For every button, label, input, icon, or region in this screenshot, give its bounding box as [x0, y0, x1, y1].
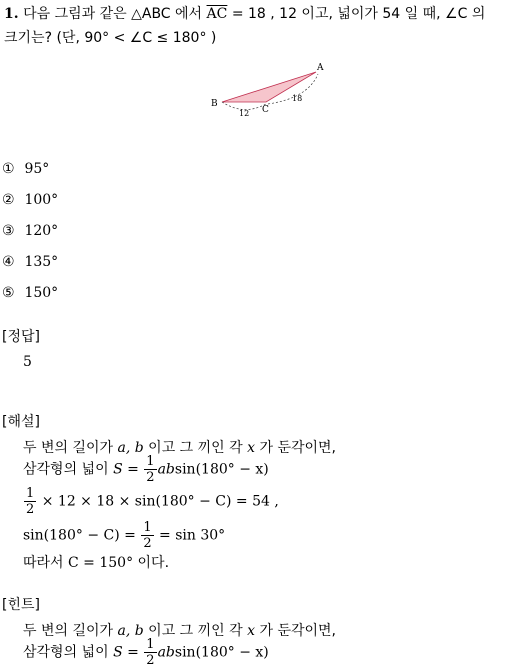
explanation-var-ab: a, b [117, 440, 144, 456]
triangle-diagram [206, 58, 328, 122]
hint-half-fraction [144, 638, 156, 667]
vertex-b-label: B [211, 99, 218, 109]
explanation-half-fraction [144, 455, 156, 484]
choice-1-value: 95° [24, 161, 50, 177]
explanation-line2-text: 삼각형의 넓이 [23, 461, 109, 478]
side-bc-label: 12 [239, 109, 250, 118]
segment-ac: $\overline{AC}$ [206, 6, 228, 22]
choice-1-marker: ① [2, 161, 15, 177]
fraction-numerator: 1 [146, 637, 155, 652]
explanation-line3 [23, 487, 279, 516]
hint-heading: [힌트] [2, 597, 40, 613]
fraction-numerator: 1 [26, 486, 35, 501]
hint-line1-text-b: 이고 그 끼인 각 [148, 623, 243, 639]
explanation-line1-text-b: 이고 그 끼인 각 [148, 440, 243, 456]
hint-line1 [23, 620, 336, 640]
explanation-line1 [23, 437, 336, 457]
choice-5[interactable] [2, 285, 58, 301]
hint-var-ab: a, b [117, 623, 144, 639]
hint-line2 [23, 638, 269, 667]
fraction-numerator: 1 [146, 454, 155, 469]
explanation-sine-term: sin(180° − x) [174, 461, 269, 478]
problem-stem-line1 [4, 3, 485, 23]
explanation-heading: [해설] [2, 414, 40, 430]
explanation-line3-equation: × 12 × 18 × sin(180° − C) = 54 , [41, 493, 279, 510]
stem-text-b: = 18 , 12 이고, 넓이가 54 일 때, ∠C 의 [231, 6, 486, 22]
hint-line2-text: 삼각형의 넓이 [23, 644, 109, 661]
explanation-line5: 따라서 C = 150° 이다. [23, 555, 170, 571]
choice-3-marker: ③ [2, 223, 15, 239]
choice-2-marker: ② [2, 192, 15, 208]
explanation-line4-fraction [141, 521, 153, 550]
explanation-area-s: S = [113, 461, 139, 478]
hint-line1-text-a: 두 변의 길이가 [23, 623, 114, 639]
hint-sine-term: sin(180° − x) [174, 644, 269, 661]
choice-2[interactable] [2, 192, 58, 208]
choice-2-value: 100° [24, 192, 59, 208]
explanation-line4-rhs: = sin 30° [159, 527, 226, 544]
explanation-line4-lhs: sin(180° − C) = [23, 527, 136, 544]
hint-var-x: x [247, 623, 256, 639]
choice-4-value: 135° [24, 254, 59, 270]
hint-area-s: S = [113, 644, 139, 661]
explanation-line1-text-a: 두 변의 길이가 [23, 440, 114, 456]
fraction-numerator: 1 [143, 520, 152, 535]
fraction-denominator: 2 [26, 502, 35, 517]
problem-number: 1. [4, 6, 19, 22]
vertex-a-label: A [317, 63, 324, 73]
hint-ab: ab [157, 644, 175, 661]
choice-3[interactable] [2, 223, 58, 239]
vertex-c-label: C [262, 105, 269, 115]
explanation-ab: ab [157, 461, 175, 478]
choice-3-value: 120° [24, 223, 59, 239]
stem-text-a: 다음 그림과 같은 △ABC 에서 [23, 6, 203, 22]
fraction-denominator: 2 [146, 653, 155, 668]
side-ca-label: 18 [292, 94, 303, 103]
hint-line1-text-c: 가 둔각이면, [259, 623, 337, 639]
explanation-line4 [23, 521, 225, 550]
answer-value: 5 [23, 354, 32, 370]
fraction-denominator: 2 [146, 470, 155, 485]
explanation-var-x: x [247, 440, 256, 456]
answer-heading: [정답] [2, 329, 40, 345]
choice-5-value: 150° [24, 285, 59, 301]
choice-4-marker: ④ [2, 254, 15, 270]
choice-4[interactable] [2, 254, 58, 270]
explanation-line3-fraction [24, 487, 36, 516]
explanation-line2 [23, 455, 269, 484]
problem-stem-line2: 크기는? (단, 90° < ∠C ≤ 180° ) [4, 30, 217, 46]
choice-1[interactable] [2, 161, 49, 177]
fraction-denominator: 2 [143, 536, 152, 551]
explanation-line1-text-c: 가 둔각이면, [259, 440, 337, 456]
choice-5-marker: ⑤ [2, 285, 15, 301]
